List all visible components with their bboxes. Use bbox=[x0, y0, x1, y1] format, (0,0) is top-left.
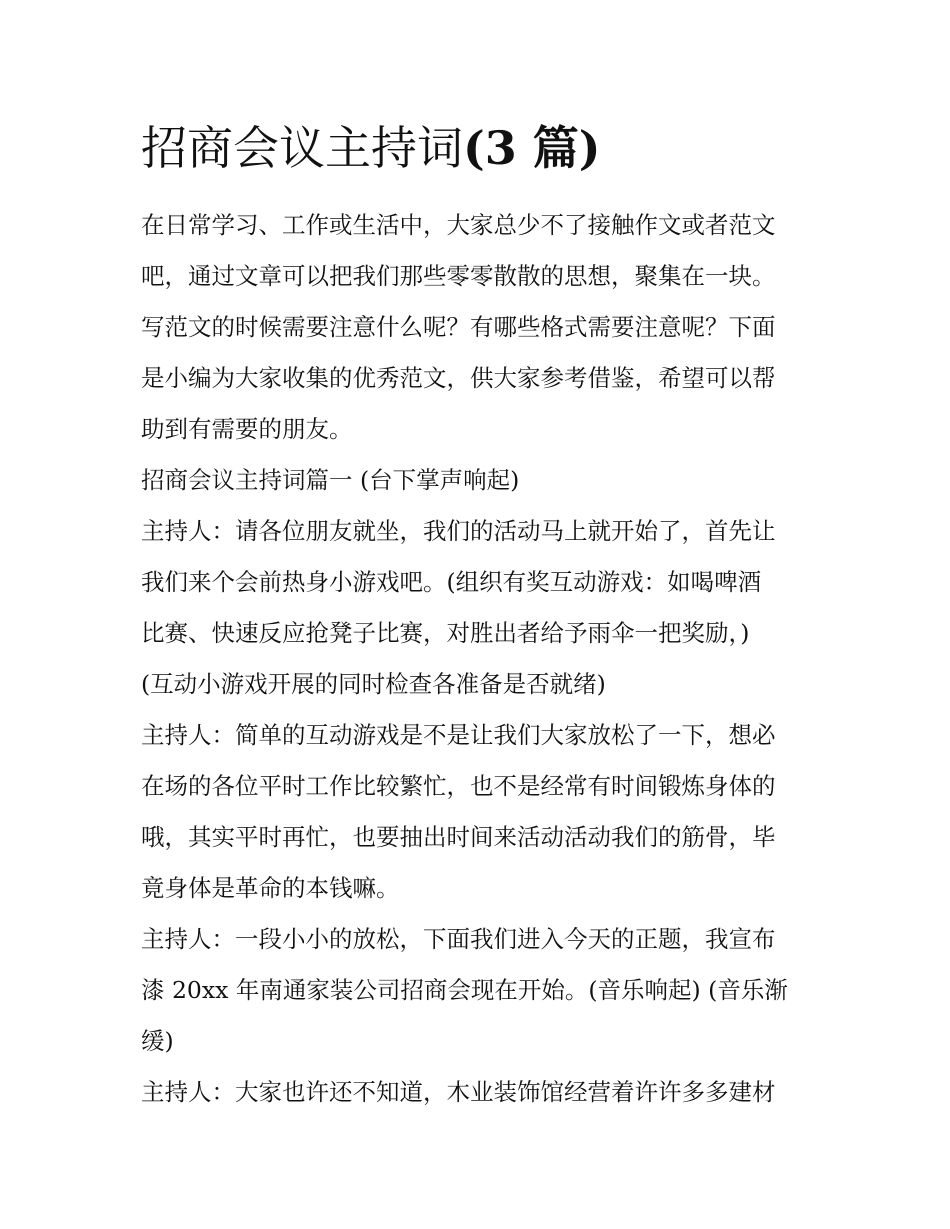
document-body bbox=[141, 200, 813, 1118]
text-line: 招商会议主持词篇一 (台下掌声响起) bbox=[141, 466, 520, 494]
paragraph bbox=[141, 200, 813, 455]
text-line: 哦，其实平时再忙，也要抽出时间来活动活动我们的筋骨，毕 bbox=[141, 823, 776, 851]
title-main: 招商会议主持词 bbox=[141, 121, 463, 175]
text-line: 竟身体是革命的本钱嘛。 bbox=[141, 874, 400, 902]
text-line: 主持人：一段小小的放松，下面我们进入今天的正题，我宣布 bbox=[141, 925, 776, 953]
text-line: 写范文的时候需要注意什么呢？有哪些格式需要注意呢？下面 bbox=[141, 313, 776, 341]
text-line: 是小编为大家收集的优秀范文，供大家参考借鉴，希望可以帮 bbox=[141, 364, 776, 392]
paragraph bbox=[141, 455, 813, 506]
paragraph bbox=[141, 914, 813, 1067]
document-content bbox=[141, 112, 813, 1118]
text-line: 缓) bbox=[141, 1027, 174, 1055]
text-line: 主持人：请各位朋友就坐，我们的活动马上就开始了，首先让 bbox=[141, 517, 776, 545]
text-line: 比赛、快速反应抢凳子比赛，对胜出者给予雨伞一把奖励，) bbox=[141, 619, 750, 647]
paragraph bbox=[141, 1067, 813, 1118]
document-title bbox=[141, 112, 813, 184]
paragraph bbox=[141, 659, 813, 710]
text-line: (互动小游戏开展的同时检查各准备是否就绪) bbox=[141, 670, 606, 698]
text-line: 我们来个会前热身小游戏吧。(组织有奖互动游戏：如喝啤酒 bbox=[141, 568, 762, 596]
text-line: 助到有需要的朋友。 bbox=[141, 415, 353, 443]
title-suffix: (3 篇) bbox=[463, 121, 601, 175]
text-line: 吧，通过文章可以把我们那些零零散散的思想，聚集在一块。 bbox=[141, 262, 776, 290]
text-line: 在日常学习、工作或生活中，大家总少不了接触作文或者范文 bbox=[141, 211, 776, 239]
text-line: 漆 20xx 年南通家装公司招商会现在开始。(音乐响起) (音乐渐 bbox=[141, 976, 788, 1004]
paragraph bbox=[141, 710, 813, 914]
text-line: 主持人：大家也许还不知道，木业装饰馆经营着许许多多建材 bbox=[141, 1078, 776, 1106]
text-line: 在场的各位平时工作比较繁忙，也不是经常有时间锻炼身体的 bbox=[141, 772, 776, 800]
text-line: 主持人：简单的互动游戏是不是让我们大家放松了一下，想必 bbox=[141, 721, 776, 749]
paragraph bbox=[141, 506, 813, 659]
